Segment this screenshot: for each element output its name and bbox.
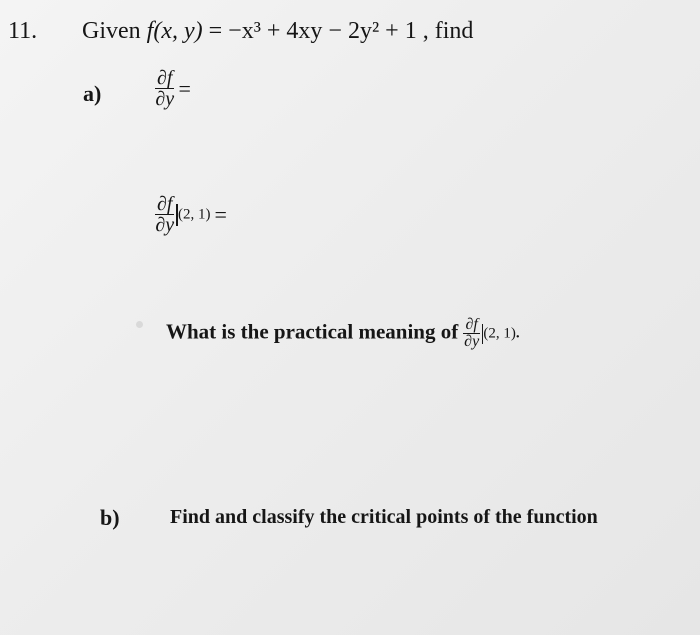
find-text: find — [434, 18, 474, 44]
evaluation-point: (2, 1) — [177, 206, 211, 223]
part-a-label: a) — [83, 81, 102, 106]
equals-sign: = — [214, 202, 227, 227]
partial-fraction — [155, 194, 174, 236]
partial-at-point-expression — [155, 194, 227, 236]
part-b-label: b) — [100, 505, 120, 530]
partial-numerator: ∂f — [465, 316, 478, 333]
problem-number: 11. — [8, 18, 38, 44]
question-end: . — [515, 325, 520, 342]
part-b-text: Find and classify the critical points of the function — [170, 506, 598, 528]
function-rhs: = −x³ + 4xy − 2y² + 1 , — [208, 18, 429, 44]
partial-denominator: ∂y — [155, 214, 175, 236]
question-text: What is the practical meaning of — [166, 319, 459, 344]
equals-sign: = — [178, 76, 191, 101]
problem-statement — [82, 18, 473, 45]
partial-derivative-expression — [155, 68, 191, 110]
given-text: Given — [82, 18, 141, 44]
partial-numerator: ∂f — [157, 193, 173, 215]
practical-meaning-question — [166, 317, 520, 351]
marker-dot — [136, 321, 143, 328]
partial-denominator: ∂y — [464, 333, 480, 350]
evaluation-point: (2, 1) — [483, 325, 516, 342]
partial-denominator: ∂y — [155, 88, 175, 110]
partial-numerator: ∂f — [157, 67, 173, 89]
partial-fraction — [463, 317, 479, 351]
partial-fraction — [155, 68, 174, 110]
function-lhs: f(x, y) — [146, 18, 203, 44]
